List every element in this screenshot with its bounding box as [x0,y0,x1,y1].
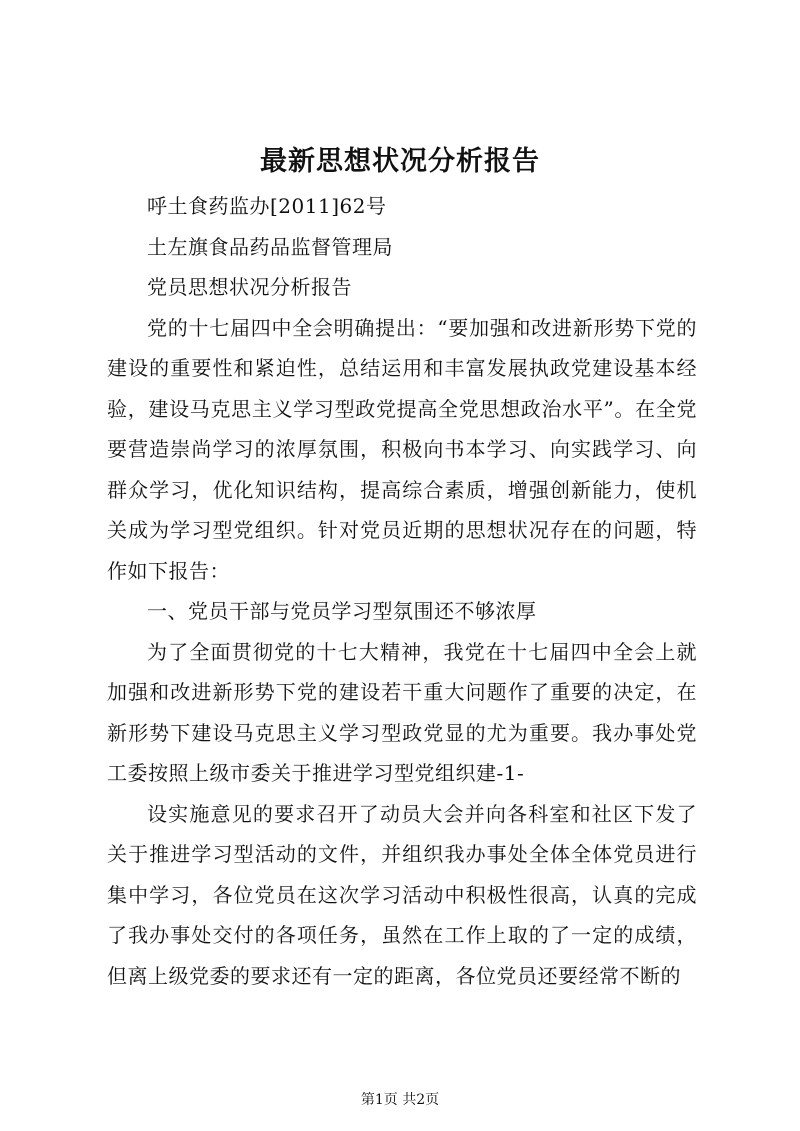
section-heading: 一、党员干部与党员学习型氛围还不够浓厚 [147,599,537,623]
paragraph: 为了全面贯彻党的十七大精神，我党在十七届四中全会上就加强和改进新形势下党的建设若干重大问题作了重要的决定，在新形势下建设马克思主义学习型政党显的尤为重要。我办事处党工委按照上级市委关于推进学习型党组织建-1- [107,639,697,785]
document-number-line: 呼土食药监办[2011]62号 [147,194,387,218]
document-body [107,186,697,996]
issuing-agency-line: 土左旗食品药品监督管理局 [147,234,393,259]
paragraph: 设实施意见的要求召开了动员大会并向各科室和社区下发了关于推进学习型活动的文件，并组织我办事处全体全体党员进行集中学习，各位党员在这次学习活动中积极性很高，认真的完成了我办事处交付的各项任务，虽然在工作上取的了一定的成绩，但离上级党委的要求还有一定的距离，各位党员还要经常不断的 [107,801,697,988]
page-number-footer: 第1页 共2页 [360,1092,440,1108]
document-title: 最新思想状况分析报告 [260,146,540,177]
paragraph: 党的十七届四中全会明确提出：“要加强和改进新形势下党的建设的重要性和紧迫性，总结运用和丰富发展执政党建设基本经验，建设马克思主义学习型政党提高全党思想政治水平”。在全党要营造崇尚学习的浓厚氛围，积极向书本学习、向实践学习、向群众学习，优化知识结构，提高综合素质，增强创新能力，使机关成为学习型党组织。针对党员近期的思想状况存在的问题，特作如下报告： [107,315,697,583]
report-subtitle-line: 党员思想状况分析报告 [147,275,352,299]
